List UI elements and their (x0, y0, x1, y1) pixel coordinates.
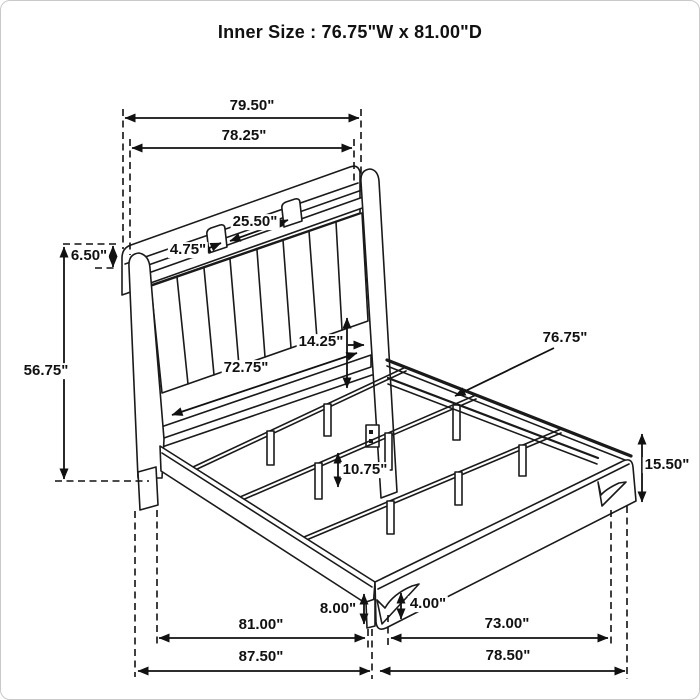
shelf-divider-right (282, 199, 302, 227)
dim-foot-leg-height: 4.00" (409, 595, 447, 613)
dim-headboard-height: 56.75" (23, 362, 69, 380)
footboard-corner-leg (366, 599, 375, 628)
dim-inner-width: 76.75" (542, 329, 588, 347)
shelf-divider-left (207, 225, 227, 253)
diagram-title: Inner Size : 76.75"W x 81.00"D (217, 22, 483, 42)
right-side-rail (387, 360, 631, 462)
bed-dimension-drawing (1, 1, 700, 700)
dim-top-outer-width: 79.50" (229, 97, 275, 115)
center-rail (388, 378, 598, 464)
dim-hutch-height: 6.50" (70, 247, 108, 265)
dim-shelf-end: 4.75" (169, 241, 207, 259)
dim-headboard-inner-width: 72.75" (223, 359, 269, 377)
dim-outer-depth: 87.50" (238, 648, 284, 666)
bed-drawing (122, 166, 636, 629)
dim-side-leg-height: 8.00" (319, 600, 357, 618)
dim-footboard-height: 15.50" (644, 456, 690, 474)
dim-panel-gap: 14.25" (298, 333, 344, 351)
dim-slat-leg-height: 10.75" (342, 461, 388, 479)
dim-foot-inner-span: 73.00" (484, 615, 530, 633)
dim-top-inner-width: 78.25" (221, 127, 267, 145)
arrow-inner-width-leader (455, 348, 554, 396)
dim-inner-depth: 81.00" (238, 616, 284, 634)
footboard-top-face (378, 464, 629, 589)
dim-shelf-center: 25.50" (232, 213, 278, 231)
dim-foot-outer-span: 78.50" (485, 647, 531, 665)
headboard-left-leg (138, 467, 158, 510)
